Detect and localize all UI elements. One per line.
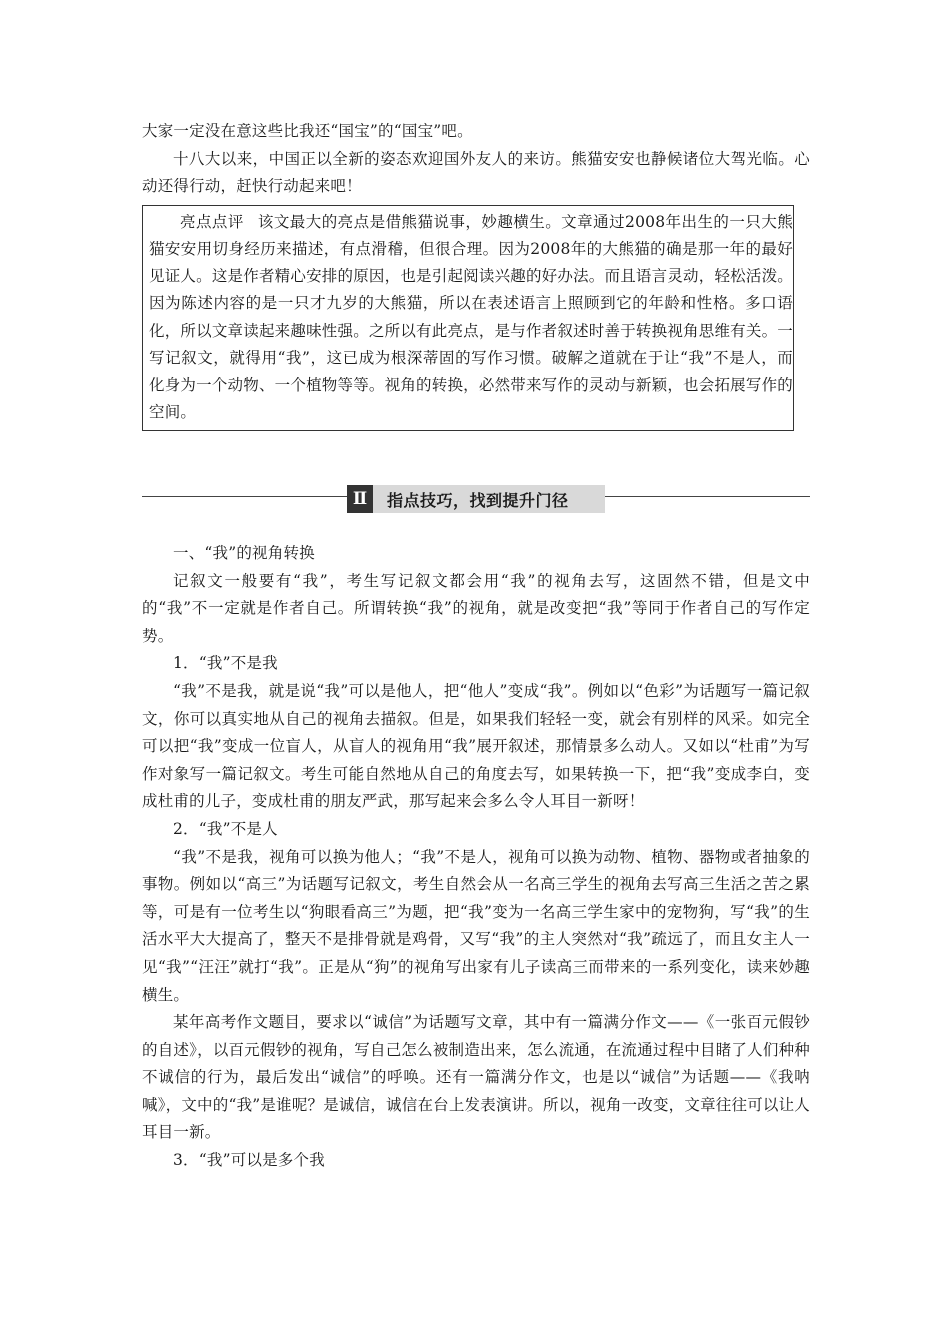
section-tab bbox=[347, 485, 605, 513]
comment-text: 该文最大的亮点是借熊猫说事，妙趣横生。文章通过2008年出生的一只大熊猫安安用切身经历来描述，有点滑稽，但很合理。因为2008年的大熊猫的确是那一年的最好见证人。这是作者精心安排的原因，也是引起阅读兴趣的好办法。而且语言灵动，轻松活泼。因为陈述内容的是一只才九岁的大熊猫，所以在表述语言上照顾到它的年龄和性格。多口语化，所以文章读起来趣味性强。之所以有此亮点，是与作者叙述时善于转换视角思维有关。一写记叙文，就得用“我”，这已成为根深蒂固的写作习惯。破解之道就在于让“我”不是人，而化身为一个动物、一个植物等等。视角的转换，必然带来写作的灵动与新颖，也会拓展写作的空间。 bbox=[149, 212, 793, 422]
comment-paragraph bbox=[149, 209, 793, 427]
subsection-2-text: “我”不是我，视角可以换为他人；“我”不是人，视角可以换为动物、植物、器物或者抽象的事物。例如以“高三”为话题写记叙文，考生自然会从一名高三学生的视角去写高三生活之苦之累等，可是有一位考生以“狗眼看高三”为题，把“我”变为一名高三学生家中的宠物狗，写“我”的生活水平大大提高了，整天不是排骨就是鸡骨，又写“我”的主人突然对“我”疏远了，而且女主人一见“我”“汪汪”就打“我”。正是从“狗”的视角写出家有儿子读高三而带来的一系列变化，读来妙趣横生。 bbox=[142, 847, 810, 1004]
subheading-1: 1．“我”不是我 bbox=[173, 654, 278, 673]
top-section bbox=[142, 118, 810, 431]
subsection-2-text-2: 某年高考作文题目，要求以“诚信”为话题写文章，其中有一篇满分作文——《一张百元假钞的自述》，以百元假钞的视角，写自己怎么被制造出来，怎么流通，在流通过程中目睹了人们种种不诚信的行为，最后发出“诚信”的呼唤。还有一篇满分作文，也是以“诚信”为话题——《我呐喊》，文中的“我”是谁呢？是诚信，诚信在台上发表演讲。所以，视角一改变，文章往往可以让人耳目一新。 bbox=[142, 1013, 810, 1142]
subheading-2: 2．“我”不是人 bbox=[173, 819, 278, 838]
section-number: Ⅱ bbox=[347, 485, 373, 513]
subheading-3: 3．“我”可以是多个我 bbox=[173, 1151, 325, 1170]
highlight-comment-box bbox=[142, 205, 794, 432]
comment-label: 亮点点评 bbox=[180, 212, 244, 231]
intro-paragraph: 记叙文一般要有“我”，考生写记叙文都会用“我”的视角去写，这固然不错，但是文中的“我”不一定就是作者自己。所谓转换“我”的视角，就是改变把“我”等同于作者自己的写作定势。 bbox=[142, 571, 810, 645]
heading-perspective-shift: 一、“我”的视角转换 bbox=[173, 544, 315, 562]
section-title: 指点技巧，找到提升门径 bbox=[387, 490, 569, 510]
main-content bbox=[142, 540, 810, 1175]
paragraph-closing: 十八大以来，中国正以全新的姿态欢迎国外友人的来访。熊猫安安也静候诸位大驾光临。心动还得行动，赶快行动起来吧！ bbox=[142, 149, 810, 196]
paragraph-continuation: 大家一定没在意这些比我还“国宝”的“国宝”吧。 bbox=[142, 122, 473, 140]
subsection-1-text: “我”不是我，就是说“我”可以是他人，把“他人”变成“我”。例如以“色彩”为话题写一篇记叙文，你可以真实地从自己的视角去描叙。但是，如果我们轻轻一变，就会有别样的风采。如完全可以把“我”变成一位盲人，从盲人的视角用“我”展开叙述，那情景多么动人。又如以“杜甫”为写作对象写一篇记叙文。考生可能自然地从自己的角度去写，如果转换一下，把“我”变成李白，变成杜甫的儿子，变成杜甫的朋友严武，那写起来会多么令人耳目一新呀！ bbox=[142, 681, 810, 811]
section-header bbox=[142, 483, 810, 515]
